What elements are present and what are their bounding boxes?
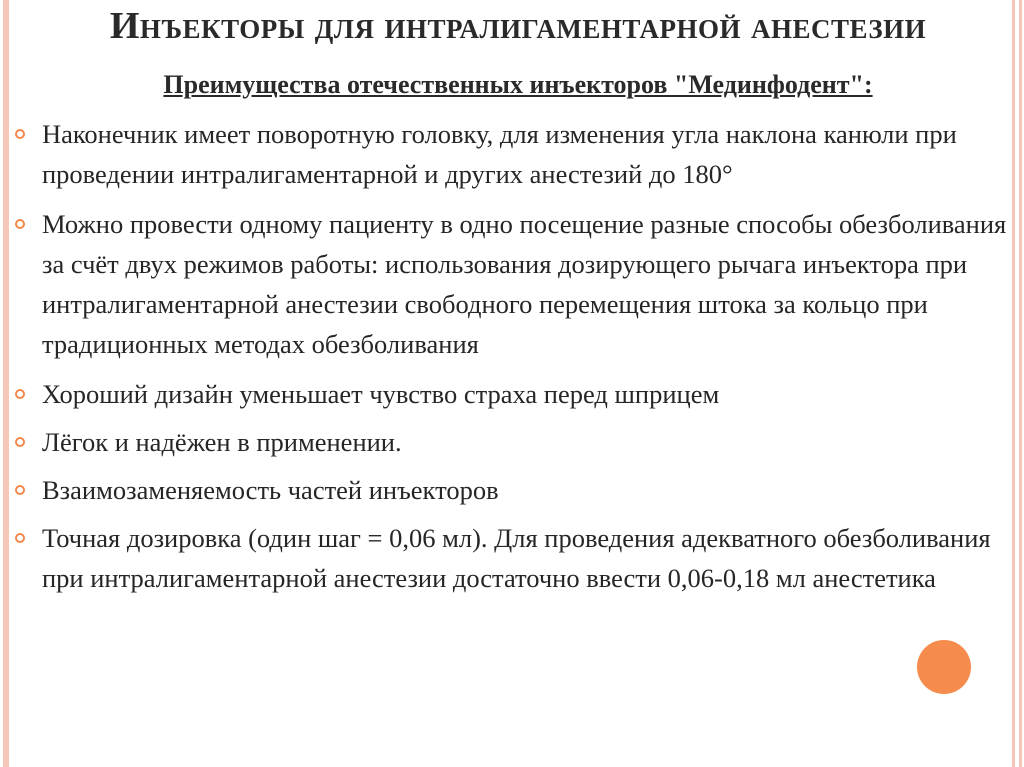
bullet-item: [8, 518, 1008, 598]
slide-title: Инъекторы для интралигаментарной анестезии: [109, 5, 927, 47]
bullet-text: Лёгок и надёжен в применении.: [42, 427, 402, 457]
ring-bullet-icon: [15, 129, 25, 139]
bullet-item: [8, 204, 1008, 364]
ring-bullet-icon: [15, 485, 25, 495]
bullet-text: Наконечник имеет поворотную головку, для изменения угла наклона канюли при проведении интралигаментарной и других анестезий до 180°: [42, 119, 957, 189]
orange-circle-decoration: [917, 640, 971, 694]
ring-bullet-icon: [15, 533, 25, 543]
bullet-item: [8, 422, 1008, 462]
bullet-item: [8, 114, 1008, 194]
right-frame-stripes: [1012, 0, 1022, 767]
bullet-text: Можно провести одному пациенту в одно посещение разные способы обезболивания за счёт двух режимов работы: использования дозирующего рычага инъектора при интралигаментарной анестезии свободного перемещения штока за кольцо при традиционных методах обезболивания: [42, 209, 1007, 359]
bullet-item: [8, 374, 1008, 414]
ring-bullet-icon: [15, 219, 25, 229]
bullet-text: Хороший дизайн уменьшает чувство страха перед шприцем: [42, 379, 720, 409]
bullet-list: [8, 114, 1008, 608]
bullet-item: [8, 470, 1008, 510]
bullet-text: Взаимозаменяемость частей инъекторов: [42, 475, 499, 505]
ring-bullet-icon: [15, 437, 25, 447]
slide-subtitle: Преимущества отечественных инъекторов "Мединфодент":: [163, 70, 873, 99]
bullet-text: Точная дозировка (один шаг = 0,06 мл). Для проведения адекватного обезболивания при интралигаментарной анестезии достаточно ввести 0,06-0,18 мл анестетика: [42, 523, 991, 593]
ring-bullet-icon: [15, 389, 25, 399]
